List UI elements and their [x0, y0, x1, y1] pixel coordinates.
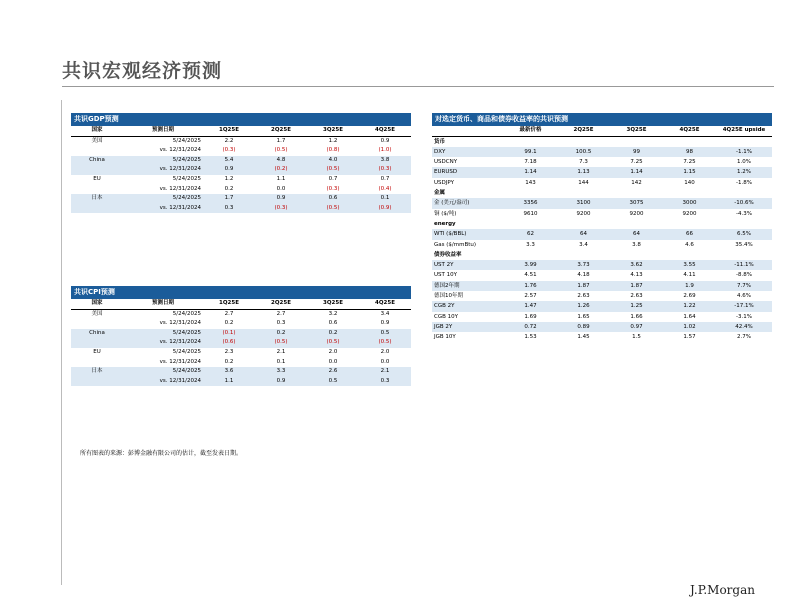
- fx-value-cell: 2.63: [577, 293, 590, 300]
- jpmorgan-logo: J.P.Morgan: [690, 583, 755, 597]
- cpi-value-cell: 0.2: [224, 358, 234, 365]
- gdp-table-row: [71, 185, 411, 195]
- fx-value-cell: 9200: [682, 210, 697, 217]
- fx-header-1: 最新价格: [504, 126, 557, 136]
- gdp-header-4: 3Q25E: [307, 126, 359, 136]
- fx-header-5: 4Q25E upside: [716, 126, 772, 136]
- cpi-value-cell: 0.6: [328, 320, 338, 327]
- cpi-value-cell: 2.3: [224, 348, 234, 355]
- fx-value-cell: 64: [610, 229, 663, 239]
- cpi-value-cell: 0.2: [224, 320, 234, 327]
- fx-row-label: 德国10年期: [434, 293, 463, 300]
- cpi-value-cell: 0.0: [328, 358, 338, 365]
- fx-value-cell: 140: [684, 179, 695, 186]
- cpi-value-cell: 0.2: [255, 329, 307, 339]
- cpi-table-row: [71, 338, 411, 348]
- cpi-value-cell: 0.2: [307, 329, 359, 339]
- gdp-date-cell: 5/24/2025: [123, 194, 203, 204]
- gdp-country-cell: [71, 185, 123, 195]
- cpi-date-cell: vs. 12/31/2024: [123, 377, 203, 387]
- fx-section-row: [432, 136, 772, 147]
- cpi-table-row: [71, 329, 411, 339]
- fx-table-row: [432, 312, 772, 322]
- gdp-value-cell: 0.1: [359, 194, 411, 204]
- cpi-country-cell: 日本: [71, 367, 123, 377]
- gdp-value-cell: 3.8: [359, 156, 411, 166]
- fx-row-label: 德国2年期: [432, 281, 504, 291]
- fx-value-cell: -10.6%: [716, 198, 772, 208]
- fx-section-label: 债券收益率: [432, 250, 772, 260]
- fx-value-cell: 3.3: [526, 241, 535, 248]
- left-margin-line: [61, 100, 62, 585]
- fx-value-cell: -3.1%: [736, 313, 752, 320]
- cpi-country-cell: EU: [93, 348, 101, 355]
- cpi-header-3: 2Q25E: [255, 299, 307, 309]
- fx-table-row: [432, 260, 772, 270]
- cpi-header-5: 4Q25E: [359, 299, 411, 309]
- fx-value-cell: 1.65: [577, 313, 590, 320]
- gdp-country-cell: [71, 146, 123, 156]
- cpi-country-cell: [71, 377, 123, 387]
- fx-value-cell: 6.5%: [716, 229, 772, 239]
- fx-value-cell: 2.57: [524, 293, 537, 300]
- cpi-value-cell: 3.2: [328, 310, 338, 317]
- fx-table-row: [432, 147, 772, 157]
- cpi-value-cell: (0.5): [307, 338, 359, 348]
- fx-value-cell: 1.5: [632, 334, 641, 341]
- cpi-header-2: 1Q25E: [203, 299, 255, 309]
- cpi-value-cell: 1.1: [203, 377, 255, 387]
- fx-panel: [432, 113, 772, 343]
- fx-value-cell: 2.63: [630, 293, 643, 300]
- fx-value-cell: 1.14: [610, 167, 663, 177]
- fx-value-cell: 2.69: [683, 293, 696, 300]
- cpi-value-cell: (0.5): [255, 338, 307, 348]
- cpi-country-cell: China: [71, 329, 123, 339]
- cpi-value-cell: 0.1: [276, 358, 286, 365]
- fx-value-cell: 1.22: [663, 301, 716, 311]
- cpi-country-cell: 美国: [91, 310, 103, 317]
- fx-value-cell: 1.9: [663, 281, 716, 291]
- fx-section-label: energy: [432, 219, 772, 229]
- cpi-panel: [71, 286, 411, 386]
- fx-value-cell: 4.13: [630, 272, 643, 279]
- fx-table-row: [432, 157, 772, 167]
- gdp-header-row: [71, 126, 411, 136]
- fx-value-cell: 143: [525, 179, 536, 186]
- gdp-value-cell: 4.8: [255, 156, 307, 166]
- fx-table-row: [432, 209, 772, 219]
- fx-value-cell: 1.14: [504, 167, 557, 177]
- gdp-value-cell: (1.0): [378, 147, 392, 154]
- fx-row-label: 金 (美元/盎司): [432, 198, 504, 208]
- fx-value-cell: 42.4%: [716, 322, 772, 332]
- source-footnote: 所有图表的来源：彭博金融有限公司的估计，截至发表日期。: [80, 450, 243, 457]
- fx-section-row: [432, 219, 772, 229]
- cpi-date-cell: 5/24/2025: [123, 329, 203, 339]
- fx-row-label: USDCNY: [434, 159, 458, 166]
- fx-value-cell: 1.02: [663, 322, 716, 332]
- gdp-table-row: [71, 156, 411, 166]
- fx-value-cell: -1.8%: [736, 179, 752, 186]
- fx-value-cell: 99: [610, 147, 663, 157]
- fx-value-cell: 4.18: [577, 272, 590, 279]
- gdp-value-cell: (0.9): [359, 204, 411, 214]
- gdp-value-cell: 0.3: [203, 204, 255, 214]
- gdp-country-cell: [71, 165, 123, 175]
- gdp-table-row: [71, 146, 411, 156]
- gdp-value-cell: (0.8): [326, 147, 340, 154]
- cpi-country-cell: [71, 338, 123, 348]
- fx-value-cell: 3.62: [610, 260, 663, 270]
- gdp-table-row: [71, 136, 411, 146]
- fx-value-cell: 9200: [576, 210, 591, 217]
- fx-row-label: 铜 ($/吨): [434, 210, 457, 217]
- fx-value-cell: 1.2%: [716, 167, 772, 177]
- gdp-date-cell: vs. 12/31/2024: [123, 204, 203, 214]
- gdp-date-cell: vs. 12/31/2024: [123, 165, 203, 175]
- cpi-value-cell: 2.7: [276, 310, 286, 317]
- fx-table: [432, 126, 772, 343]
- fx-value-cell: 3356: [504, 198, 557, 208]
- cpi-value-cell: 2.1: [276, 348, 286, 355]
- fx-value-cell: 3.55: [663, 260, 716, 270]
- gdp-panel: [71, 113, 411, 213]
- fx-value-cell: 7.3: [579, 159, 588, 166]
- cpi-value-cell: 0.9: [380, 320, 390, 327]
- fx-table-row: [432, 178, 772, 188]
- gdp-date-cell: 5/24/2025: [172, 137, 201, 144]
- gdp-header-3: 2Q25E: [255, 126, 307, 136]
- gdp-table-row: [71, 204, 411, 214]
- gdp-date-cell: vs. 12/31/2024: [159, 147, 201, 154]
- fx-value-cell: 3075: [610, 198, 663, 208]
- fx-value-cell: 9200: [629, 210, 644, 217]
- fx-value-cell: -11.1%: [716, 260, 772, 270]
- cpi-value-cell: (0.1): [203, 329, 255, 339]
- gdp-value-cell: 0.7: [328, 175, 338, 182]
- gdp-country-cell: 美国: [91, 137, 103, 144]
- cpi-table-row: [71, 367, 411, 377]
- fx-value-cell: 1.25: [610, 301, 663, 311]
- fx-value-cell: 2.7%: [737, 334, 751, 341]
- gdp-table: [71, 126, 411, 213]
- fx-value-cell: 4.51: [524, 272, 537, 279]
- fx-table-row: [432, 281, 772, 291]
- fx-value-cell: 99.1: [504, 147, 557, 157]
- gdp-date-cell: 5/24/2025: [123, 156, 203, 166]
- gdp-value-cell: 0.6: [307, 194, 359, 204]
- fx-table-row: [432, 229, 772, 239]
- cpi-value-cell: 2.6: [307, 367, 359, 377]
- cpi-value-cell: 3.3: [255, 367, 307, 377]
- fx-value-cell: 66: [663, 229, 716, 239]
- cpi-table-row: [71, 309, 411, 319]
- fx-value-cell: 1.76: [504, 281, 557, 291]
- gdp-table-row: [71, 194, 411, 204]
- cpi-value-cell: 0.0: [380, 358, 390, 365]
- gdp-header-5: 4Q25E: [359, 126, 411, 136]
- fx-value-cell: 1.13: [557, 167, 610, 177]
- fx-value-cell: 142: [631, 179, 642, 186]
- cpi-value-cell: (0.5): [359, 338, 411, 348]
- gdp-header-0: 国家: [71, 126, 123, 136]
- gdp-table-row: [71, 165, 411, 175]
- gdp-value-cell: 0.9: [255, 194, 307, 204]
- fx-row-label: JGB 10Y: [434, 334, 456, 341]
- fx-row-label: UST 10Y: [434, 272, 457, 279]
- gdp-country-cell: EU: [93, 175, 101, 182]
- fx-header-3: 3Q25E: [610, 126, 663, 136]
- fx-header-2: 2Q25E: [557, 126, 610, 136]
- gdp-panel-title: 共识GDP预测: [71, 113, 411, 126]
- gdp-value-cell: (0.5): [307, 165, 359, 175]
- fx-header-0: [432, 126, 504, 136]
- cpi-value-cell: (0.6): [203, 338, 255, 348]
- cpi-country-cell: [71, 319, 123, 329]
- gdp-value-cell: 1.1: [276, 175, 286, 182]
- fx-value-cell: -8.8%: [736, 272, 752, 279]
- cpi-panel-title: 共识CPI预测: [71, 286, 411, 299]
- fx-value-cell: 1.87: [610, 281, 663, 291]
- cpi-value-cell: 3.4: [380, 310, 390, 317]
- fx-value-cell: 3.73: [557, 260, 610, 270]
- cpi-value-cell: 2.0: [380, 348, 390, 355]
- cpi-header-row: [71, 299, 411, 309]
- fx-value-cell: -4.3%: [736, 210, 752, 217]
- fx-header-row: [432, 126, 772, 136]
- fx-value-cell: -1.1%: [716, 147, 772, 157]
- fx-table-row: [432, 198, 772, 208]
- gdp-value-cell: (0.3): [255, 204, 307, 214]
- fx-row-label: EURUSD: [432, 167, 504, 177]
- fx-value-cell: 64: [557, 229, 610, 239]
- cpi-date-cell: 5/24/2025: [172, 310, 201, 317]
- gdp-value-cell: 4.0: [307, 156, 359, 166]
- gdp-value-cell: 0.9: [380, 137, 390, 144]
- gdp-value-cell: 1.7: [203, 194, 255, 204]
- fx-value-cell: 3.8: [632, 241, 641, 248]
- cpi-value-cell: 2.0: [328, 348, 338, 355]
- cpi-value-cell: 0.9: [255, 377, 307, 387]
- cpi-value-cell: 2.7: [224, 310, 234, 317]
- fx-row-label: UST 2Y: [432, 260, 504, 270]
- fx-table-row: [432, 167, 772, 177]
- fx-row-label: USDJPY: [434, 179, 454, 186]
- fx-value-cell: 9610: [523, 210, 538, 217]
- fx-value-cell: 144: [578, 179, 589, 186]
- cpi-header-4: 3Q25E: [307, 299, 359, 309]
- fx-value-cell: 1.53: [524, 334, 537, 341]
- fx-value-cell: 3100: [557, 198, 610, 208]
- gdp-value-cell: 0.7: [380, 175, 390, 182]
- cpi-date-cell: vs. 12/31/2024: [159, 358, 201, 365]
- fx-row-label: JGB 2Y: [432, 322, 504, 332]
- gdp-value-cell: 5.4: [203, 156, 255, 166]
- fx-table-row: [432, 270, 772, 280]
- gdp-value-cell: (0.4): [378, 185, 392, 192]
- fx-value-cell: 0.72: [504, 322, 557, 332]
- gdp-value-cell: (0.5): [307, 204, 359, 214]
- cpi-header-0: 国家: [71, 299, 123, 309]
- fx-table-row: [432, 322, 772, 332]
- fx-row-label: CGB 2Y: [432, 301, 504, 311]
- fx-value-cell: 4.6%: [737, 293, 751, 300]
- fx-value-cell: 1.0%: [737, 159, 751, 166]
- fx-value-cell: 4.6: [685, 241, 694, 248]
- fx-value-cell: 1.57: [683, 334, 696, 341]
- fx-value-cell: 4.11: [683, 272, 696, 279]
- cpi-table-row: [71, 377, 411, 387]
- fx-row-label: DXY: [432, 147, 504, 157]
- gdp-value-cell: 0.9: [203, 165, 255, 175]
- cpi-value-cell: 0.5: [359, 329, 411, 339]
- cpi-date-cell: 5/24/2025: [172, 348, 201, 355]
- cpi-date-cell: vs. 12/31/2024: [123, 338, 203, 348]
- gdp-value-cell: 1.2: [224, 175, 234, 182]
- fx-table-row: [432, 301, 772, 311]
- gdp-value-cell: (0.3): [222, 147, 236, 154]
- fx-section-row: [432, 188, 772, 198]
- fx-value-cell: 62: [504, 229, 557, 239]
- gdp-table-row: [71, 175, 411, 185]
- cpi-country-cell: [71, 358, 123, 368]
- fx-value-cell: 1.45: [577, 334, 590, 341]
- fx-value-cell: 7.18: [524, 159, 537, 166]
- fx-value-cell: -17.1%: [716, 301, 772, 311]
- fx-value-cell: 3.99: [504, 260, 557, 270]
- gdp-country-cell: 日本: [71, 194, 123, 204]
- cpi-header-1: 预测日期: [123, 299, 203, 309]
- gdp-header-2: 1Q25E: [203, 126, 255, 136]
- page-title: 共识宏观经济预测: [62, 60, 223, 82]
- cpi-date-cell: 5/24/2025: [123, 367, 203, 377]
- fx-value-cell: 35.4%: [735, 241, 753, 248]
- gdp-value-cell: (0.2): [255, 165, 307, 175]
- fx-value-cell: 1.26: [557, 301, 610, 311]
- fx-value-cell: 7.25: [630, 159, 643, 166]
- fx-row-label: Gas ($/mmBtu): [434, 241, 477, 248]
- cpi-table-row: [71, 319, 411, 329]
- gdp-value-cell: 2.2: [224, 137, 234, 144]
- fx-value-cell: 1.66: [630, 313, 643, 320]
- gdp-value-cell: (0.3): [359, 165, 411, 175]
- fx-value-cell: 0.89: [557, 322, 610, 332]
- fx-value-cell: 7.7%: [716, 281, 772, 291]
- fx-value-cell: 1.64: [683, 313, 696, 320]
- fx-section-label: 货币: [432, 136, 772, 147]
- cpi-table-row: [71, 348, 411, 358]
- fx-table-row: [432, 332, 772, 342]
- fx-value-cell: 98: [663, 147, 716, 157]
- gdp-country-cell: [71, 204, 123, 214]
- gdp-value-cell: 0.0: [276, 185, 286, 192]
- cpi-value-cell: 0.3: [359, 377, 411, 387]
- fx-value-cell: 1.87: [557, 281, 610, 291]
- cpi-date-cell: vs. 12/31/2024: [159, 320, 201, 327]
- fx-table-row: [432, 240, 772, 250]
- fx-table-row: [432, 291, 772, 301]
- fx-value-cell: 3.4: [579, 241, 588, 248]
- fx-value-cell: 7.25: [683, 159, 696, 166]
- cpi-value-cell: 0.3: [276, 320, 286, 327]
- fx-value-cell: 1.47: [504, 301, 557, 311]
- gdp-value-cell: (0.5): [274, 147, 288, 154]
- fx-value-cell: 1.15: [663, 167, 716, 177]
- gdp-date-cell: 5/24/2025: [172, 175, 201, 182]
- gdp-value-cell: 1.7: [276, 137, 286, 144]
- cpi-value-cell: 2.1: [359, 367, 411, 377]
- fx-value-cell: 3000: [663, 198, 716, 208]
- cpi-value-cell: 0.5: [307, 377, 359, 387]
- title-rule: [62, 86, 774, 87]
- gdp-date-cell: vs. 12/31/2024: [159, 185, 201, 192]
- fx-header-4: 4Q25E: [663, 126, 716, 136]
- fx-value-cell: 100.5: [557, 147, 610, 157]
- gdp-country-cell: China: [71, 156, 123, 166]
- cpi-table-row: [71, 358, 411, 368]
- fx-row-label: CGB 10Y: [434, 313, 458, 320]
- fx-value-cell: 0.97: [610, 322, 663, 332]
- cpi-value-cell: 3.6: [203, 367, 255, 377]
- gdp-value-cell: 1.2: [328, 137, 338, 144]
- fx-value-cell: 1.69: [524, 313, 537, 320]
- fx-row-label: WTI ($/BBL): [432, 229, 504, 239]
- gdp-value-cell: (0.3): [326, 185, 340, 192]
- gdp-value-cell: 0.2: [224, 185, 234, 192]
- fx-panel-title: 对选定货币、商品和债券收益率的共识预测: [432, 113, 772, 126]
- fx-section-label: 金属: [432, 188, 772, 198]
- cpi-table: [71, 299, 411, 386]
- fx-section-row: [432, 250, 772, 260]
- gdp-header-1: 预测日期: [123, 126, 203, 136]
